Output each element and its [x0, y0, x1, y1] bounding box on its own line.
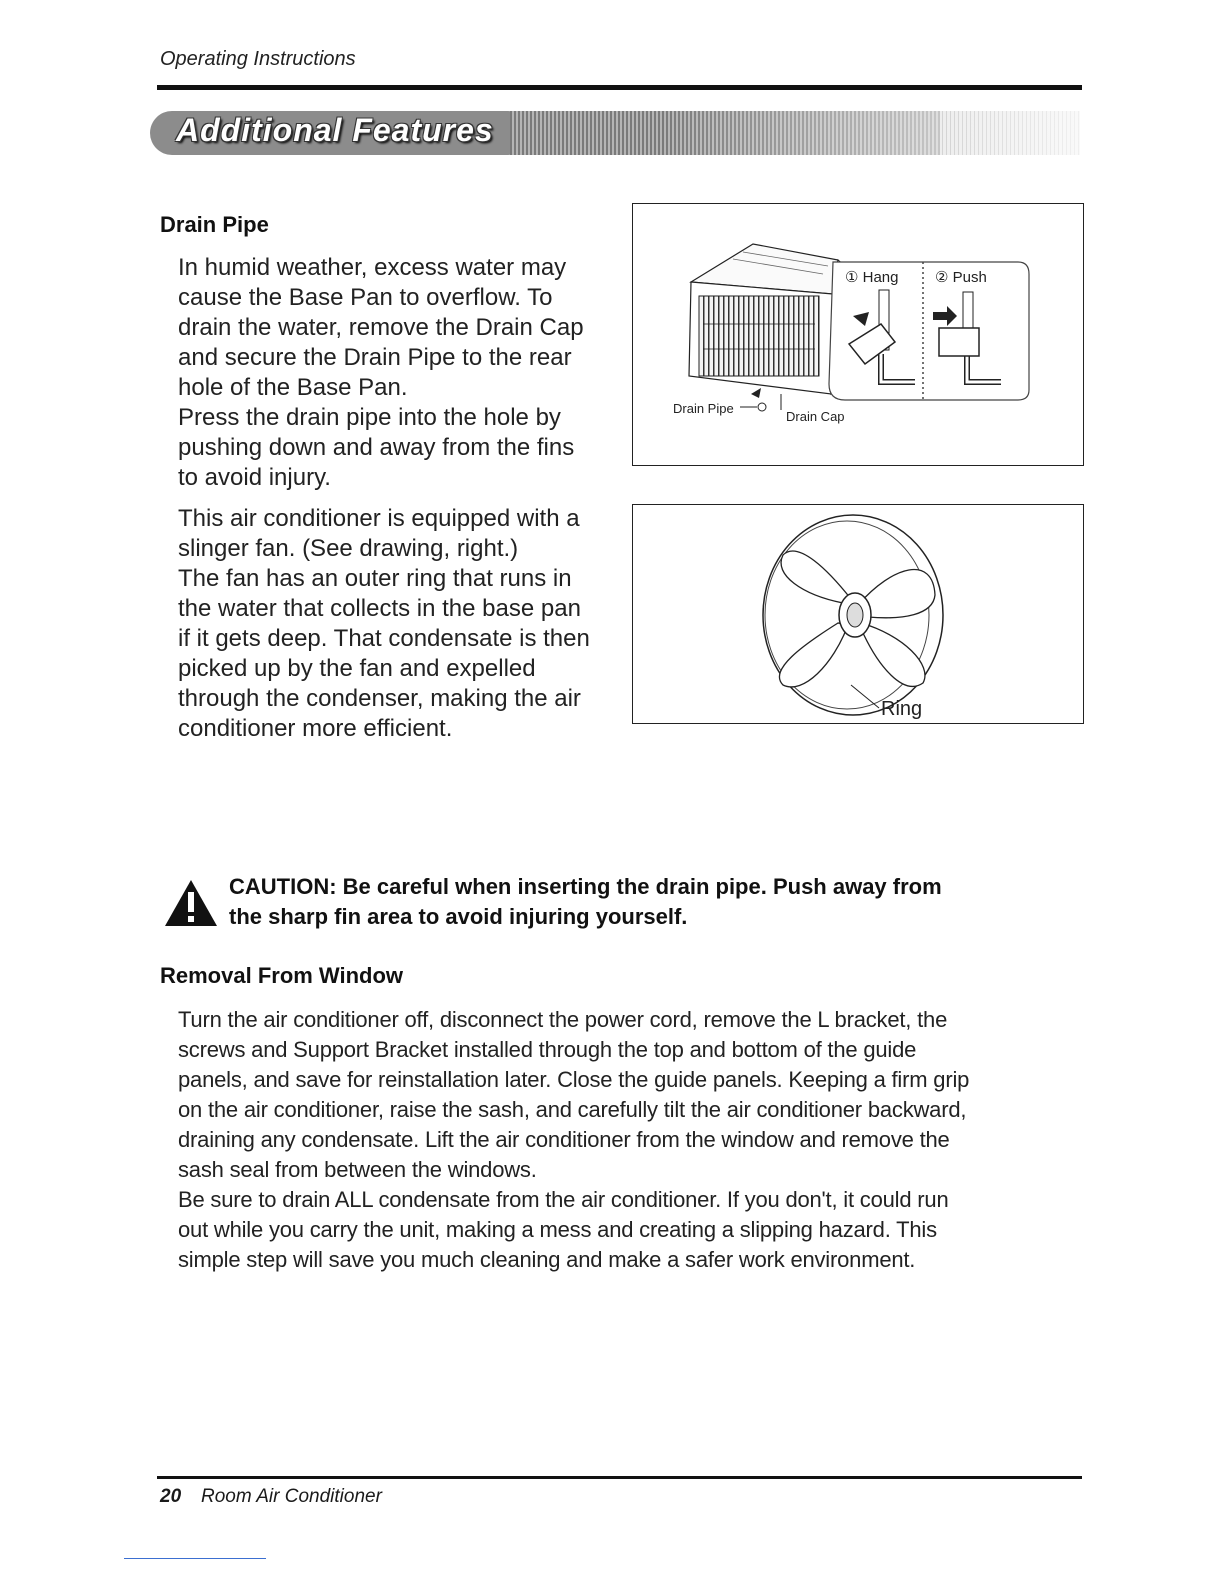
text-line: conditioner more efficient. — [178, 715, 453, 742]
text-line: through the condenser, making the air — [178, 685, 581, 712]
text-line: and secure the Drain Pipe to the rear — [178, 344, 572, 371]
text-line: if it gets deep. That condensate is then — [178, 625, 590, 652]
text-line: the water that collects in the base pan — [178, 595, 581, 622]
drain-cap-label: Drain Cap — [786, 409, 845, 424]
drain-pipe-label: Drain Pipe — [673, 401, 734, 416]
text-line: This air conditioner is equipped with a — [178, 505, 580, 532]
text-line: Press the drain pipe into the hole by — [178, 404, 561, 431]
text-line: picked up by the fan and expelled — [178, 655, 536, 682]
caution-line-1: CAUTION: Be careful when inserting the drain pipe. Push away from — [229, 874, 942, 899]
warning-triangle-icon — [163, 878, 219, 928]
text-line: sash seal from between the windows. — [178, 1157, 537, 1182]
text-line: In humid weather, excess water may — [178, 254, 567, 281]
removal-paragraph — [178, 1005, 1078, 1275]
drain-pipe-illustration — [633, 204, 1083, 465]
caution-line-2: the sharp fin area to avoid injuring yourself. — [229, 904, 688, 929]
text-line: Turn the air conditioner off, disconnect the power cord, remove the L bracket, the — [178, 1007, 948, 1032]
text-line: panels, and save for reinstallation later. Close the guide panels. Keeping a firm grip — [178, 1067, 970, 1092]
text-line: on the air conditioner, raise the sash, and carefully tilt the air conditioner backward, — [178, 1097, 967, 1122]
drain-pipe-paragraph-1 — [178, 253, 628, 493]
text-line: out while you carry the unit, making a mess and creating a slipping hazard. This — [178, 1217, 937, 1242]
text-line: Be sure to drain ALL condensate from the air conditioner. If you don't, it could run — [178, 1187, 949, 1212]
text-line: slinger fan. (See drawing, right.) — [178, 535, 519, 562]
drain-pipe-figure — [632, 203, 1084, 466]
arrow-icon — [751, 388, 761, 398]
text-line: draining any condensate. Lift the air conditioner from the window and remove the — [178, 1127, 950, 1152]
text-line: cause the Base Pan to overflow. To — [178, 284, 553, 311]
text-line: screws and Support Bracket installed through the top and bottom of the guide — [178, 1037, 917, 1062]
page-number: 20 — [160, 1486, 182, 1507]
drain-pipe-heading: Drain Pipe — [160, 212, 269, 237]
top-rule — [157, 85, 1082, 90]
removal-heading: Removal From Window — [160, 963, 404, 988]
text-line: hole of the Base Pan. — [178, 374, 408, 401]
slinger-fan-illustration — [633, 505, 1083, 723]
text-line: drain the water, remove the Drain Cap — [178, 314, 584, 341]
drain-pipe-paragraph-2 — [178, 504, 628, 744]
text-line: pushing down and away from the fins — [178, 434, 575, 461]
caution-message — [229, 872, 1079, 932]
step-push-label: ② Push — [935, 269, 987, 286]
step-hang-label: ① Hang — [845, 269, 899, 286]
running-head: Operating Instructions — [160, 48, 356, 70]
text-line: simple step will save you much cleaning and make a safer work environment. — [178, 1247, 916, 1272]
slinger-fan-figure — [632, 504, 1084, 724]
banner-title: Additional Features — [176, 112, 494, 148]
scan-edge-line — [124, 1558, 266, 1559]
text-line: to avoid injury. — [178, 464, 331, 491]
ring-label: Ring — [881, 698, 923, 720]
footer-title: Room Air Conditioner — [201, 1486, 382, 1507]
text-line: The fan has an outer ring that runs in — [178, 565, 572, 592]
bottom-rule — [157, 1476, 1082, 1479]
